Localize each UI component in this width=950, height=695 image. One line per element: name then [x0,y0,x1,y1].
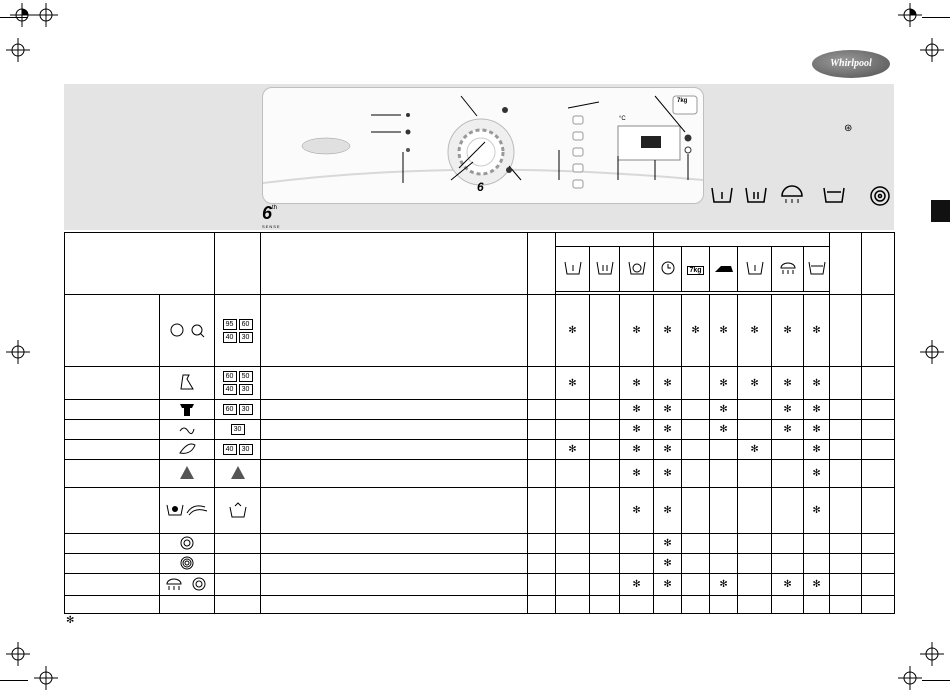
mark-cell [556,400,590,420]
footnote-marker: ✻ [66,615,75,626]
dial-sixth-sense-number: 6 [477,180,484,194]
temp-cell [215,488,261,534]
display-temp-symbol: °C [619,116,626,122]
temp-label: 30 [239,384,253,395]
mark-cell [590,440,620,460]
extra-cell [830,295,862,367]
mark-cell [556,534,590,554]
weight-icon: 7kg [689,267,702,274]
temp-label: 40 [223,332,237,343]
registration-mark-mid-right [920,340,944,364]
temp-label: 60 [223,404,237,415]
registration-mark-top-mid [34,3,58,27]
mark-cell [620,534,654,554]
load-cell [528,488,556,534]
mark-cell: ✻ [804,488,830,534]
temp-cell [215,295,261,367]
program-icon-cell [160,488,215,534]
table-row [65,460,895,488]
header-description-cell [261,233,528,295]
mark-cell [556,460,590,488]
extra-cell [862,574,895,596]
mark-cell [620,554,654,574]
program-name-cell [65,488,160,534]
mark-cell [772,554,804,574]
mark-cell [682,440,710,460]
temp-cell [215,596,261,614]
wool-icon [228,464,248,482]
mark-cell [772,460,804,488]
mark-cell: ✻ [620,488,654,534]
registration-mark-top-left [10,3,34,27]
mark-cell: ✻ [654,440,682,460]
extra-cell [862,534,895,554]
program-name-cell [65,400,160,420]
header-detergent-group [556,233,654,247]
mark-cell: ✻ [710,400,738,420]
temp-label: 50 [239,371,253,382]
control-panel-illustration [262,87,704,204]
extra-cell [830,440,862,460]
capacity-badge: 7kg [677,98,688,104]
top-icons-row [708,184,894,208]
mark-cell: ✻ [804,574,830,596]
mark-cell [654,596,682,614]
registration-mark-mid-left [6,340,30,364]
whirlpool-logo: Whirlpool [812,50,890,78]
load-cell [528,440,556,460]
mark-cell [710,554,738,574]
temp-label: 30 [231,424,245,435]
panel-right-icon: ⊛ [844,123,853,134]
mark-cell [772,488,804,534]
mark-cell [804,554,830,574]
table-row [65,420,895,440]
temp-label: 30 [239,404,253,415]
load-cell [528,574,556,596]
mark-cell [556,574,590,596]
extra-cell [830,554,862,574]
mark-cell [590,488,620,534]
load-cell [528,554,556,574]
mark-cell: ✻ [804,420,830,440]
extra-cell [830,420,862,440]
extra-cell [830,400,862,420]
mark-cell: ✻ [620,295,654,367]
temp-label: 40 [223,384,237,395]
header-icon-cell [682,247,710,292]
mark-cell [710,534,738,554]
mark-cell [710,440,738,460]
mark-cell: ✻ [804,367,830,400]
program-name-cell [65,367,160,400]
mark-cell: ✻ [654,534,682,554]
temp-label: 60 [239,319,253,330]
mark-cell: ✻ [556,367,590,400]
mark-cell: ✻ [654,367,682,400]
mark-cell: ✻ [804,460,830,488]
mark-cell [710,596,738,614]
mark-cell [590,367,620,400]
mark-cell [556,420,590,440]
extra-cell [830,367,862,400]
extra-cell [862,420,895,440]
table-row [65,367,895,400]
mark-cell [590,460,620,488]
mark-cell: ✻ [654,420,682,440]
iron-icon [713,262,735,274]
header-icon-cell [654,247,682,292]
mark-cell [590,295,620,367]
temp-label: 30 [239,444,253,455]
mixed-icon [177,421,197,437]
mark-cell: ✻ [654,400,682,420]
temp-cell [215,440,261,460]
description-cell [261,460,528,488]
program-icon-cell [160,440,215,460]
extra-cell [830,488,862,534]
description-cell [261,367,528,400]
mark-cell [682,420,710,440]
table-row [65,554,895,574]
program-name-cell [65,295,160,367]
mark-cell [620,596,654,614]
mark-cell: ✻ [620,574,654,596]
load-cell [528,295,556,367]
description-cell [261,554,528,574]
mark-cell: ✻ [620,440,654,460]
temp-label: 30 [239,332,253,343]
header-temp-cell [215,233,261,295]
wash-tub-1-icon [745,260,765,276]
extra-cell [830,596,862,614]
extra-cell [862,400,895,420]
mark-cell: ✻ [804,400,830,420]
mark-cell [682,488,710,534]
table-row [65,440,895,460]
registration-mark-bottom-left [6,642,30,666]
mark-cell [556,554,590,574]
load-cell [528,400,556,420]
temp-cell [215,400,261,420]
description-cell [261,420,528,440]
mark-cell: ✻ [682,295,710,367]
sixth-sense-word: SENSE [262,224,281,229]
temp-cell [215,574,261,596]
sixth-sense-suffix: th [272,205,278,211]
header-extra-2 [862,233,895,295]
mark-cell: ✻ [772,295,804,367]
description-cell [261,534,528,554]
load-cell [528,534,556,554]
crop-line [922,17,950,18]
program-icon-cell [160,534,215,554]
mark-cell [590,400,620,420]
registration-mark-bottom-right [920,642,944,666]
extra-cell [862,460,895,488]
program-name-cell [65,534,160,554]
program-name-cell [65,554,160,574]
description-cell [261,400,528,420]
program-icon-cell [160,574,215,596]
mark-cell: ✻ [654,460,682,488]
header-icon-cell [804,247,830,292]
program-icon-cell [160,400,215,420]
clock-icon [658,260,678,276]
extra-cell [830,534,862,554]
registration-mark-top-right [898,3,922,27]
temp-label: 95 [223,319,237,330]
registration-mark-left [6,38,30,62]
table-row [65,596,895,614]
temp-label: 40 [223,444,237,455]
mark-cell [804,596,830,614]
temp-cell [215,534,261,554]
mark-cell [682,460,710,488]
wool-icon [177,464,197,482]
registration-mark-right [920,38,944,62]
mark-cell: ✻ [804,440,830,460]
mark-cell [556,488,590,534]
mark-cell [682,554,710,574]
load-cell [528,460,556,488]
crop-line [922,680,950,681]
mark-cell [738,460,772,488]
mark-cell [738,400,772,420]
description-cell [261,440,528,460]
mark-cell [590,534,620,554]
mark-cell [738,488,772,534]
header-load-cell [528,233,556,295]
mark-cell: ✻ [654,488,682,534]
mark-cell: ✻ [556,295,590,367]
program-icon-cell [160,295,215,367]
mark-cell [682,400,710,420]
header-options-group [654,233,830,247]
handwash-icon [228,501,248,519]
crop-line [0,17,28,18]
header-program-cell [65,233,215,295]
program-name-cell [65,440,160,460]
page-tab-marker [931,200,950,222]
mark-cell: ✻ [620,420,654,440]
mark-cell [590,554,620,574]
temp-label: 60 [223,371,237,382]
wash-tub-1-icon [563,260,583,276]
description-cell [261,574,528,596]
mark-cell: ✻ [710,574,738,596]
mark-cell [804,534,830,554]
wash-tub-2-icon [595,260,615,276]
mark-cell: ✻ [654,574,682,596]
table-header-row-1 [65,233,895,247]
registration-mark-bottom-right2 [898,666,922,690]
load-cell [528,367,556,400]
extra-cell [862,367,895,400]
mark-cell [590,420,620,440]
mark-cell: ✻ [710,420,738,440]
mark-cell [738,574,772,596]
mark-cell [738,420,772,440]
program-icon-cell [160,554,215,574]
program-icon-cell [160,596,215,614]
extra-cell [830,460,862,488]
header-icon-cell [556,247,590,292]
mark-cell [738,554,772,574]
mark-cell: ✻ [772,574,804,596]
temp-cell [215,420,261,440]
temp-cell [215,460,261,488]
program-icon-cell [160,460,215,488]
mark-cell: ✻ [738,295,772,367]
extra-cell [862,295,895,367]
header-extra-1 [830,233,862,295]
fan-drawer-icon [627,260,647,276]
extra-cell [862,596,895,614]
mark-cell [682,534,710,554]
program-name-cell [65,596,160,614]
mark-cell [556,596,590,614]
header-icon-cell [710,247,738,292]
mark-cell [590,574,620,596]
crop-line [0,680,28,681]
empty-tub-icon [807,260,827,276]
mark-cell [738,534,772,554]
mark-cell [590,596,620,614]
mark-cell [682,596,710,614]
spin-icon [178,535,196,551]
mark-cell [682,574,710,596]
program-table [64,232,895,614]
table-row [65,295,895,367]
rinse-spin-icon [165,576,209,592]
synthetics-icon [177,372,197,392]
header-icon-cell [620,247,654,292]
extra-cell [862,440,895,460]
mark-cell [772,440,804,460]
header-icon-cell [772,247,804,292]
mark-cell: ✻ [772,367,804,400]
handwash-silk-icon [165,501,209,519]
table-row [65,534,895,554]
mark-cell: ✻ [772,420,804,440]
mark-cell [682,367,710,400]
program-name-cell [65,460,160,488]
description-cell [261,295,528,367]
mark-cell [738,596,772,614]
mark-cell: ✻ [620,367,654,400]
mark-cell: ✻ [804,295,830,367]
temp-cell [215,367,261,400]
mark-cell: ✻ [710,295,738,367]
extra-cell [830,574,862,596]
rinse-hold-icon [778,260,798,276]
mark-cell [772,596,804,614]
mark-cell: ✻ [620,400,654,420]
description-cell [261,488,528,534]
mark-cell: ✻ [654,295,682,367]
program-icon-cell [160,367,215,400]
sixth-sense-logo [262,205,281,229]
table-row [65,400,895,420]
leaf-icon [177,441,197,457]
registration-mark-bottom-left2 [34,666,58,690]
extra-cell [862,488,895,534]
shirts-icon [177,401,197,417]
mark-cell: ✻ [738,440,772,460]
header-icon-cell [590,247,620,292]
extra-cell [862,554,895,574]
program-name-cell [65,420,160,440]
mark-cell: ✻ [710,367,738,400]
table-row [65,488,895,534]
temp-cell [215,554,261,574]
mark-cell [710,488,738,534]
mark-cell: ✻ [738,367,772,400]
table-row [65,574,895,596]
cotton-icon [167,320,207,340]
header-icon-cell [738,247,772,292]
mark-cell [772,534,804,554]
mark-cell: ✻ [654,554,682,574]
load-cell [528,596,556,614]
program-icon-cell [160,420,215,440]
mark-cell: ✻ [772,400,804,420]
mark-cell: ✻ [620,460,654,488]
gentle-spin-icon [178,555,196,571]
mark-cell: ✻ [556,440,590,460]
program-name-cell [65,574,160,596]
mark-cell [710,460,738,488]
description-cell [261,596,528,614]
load-cell [528,420,556,440]
sixth-sense-number: 6 [262,203,273,223]
